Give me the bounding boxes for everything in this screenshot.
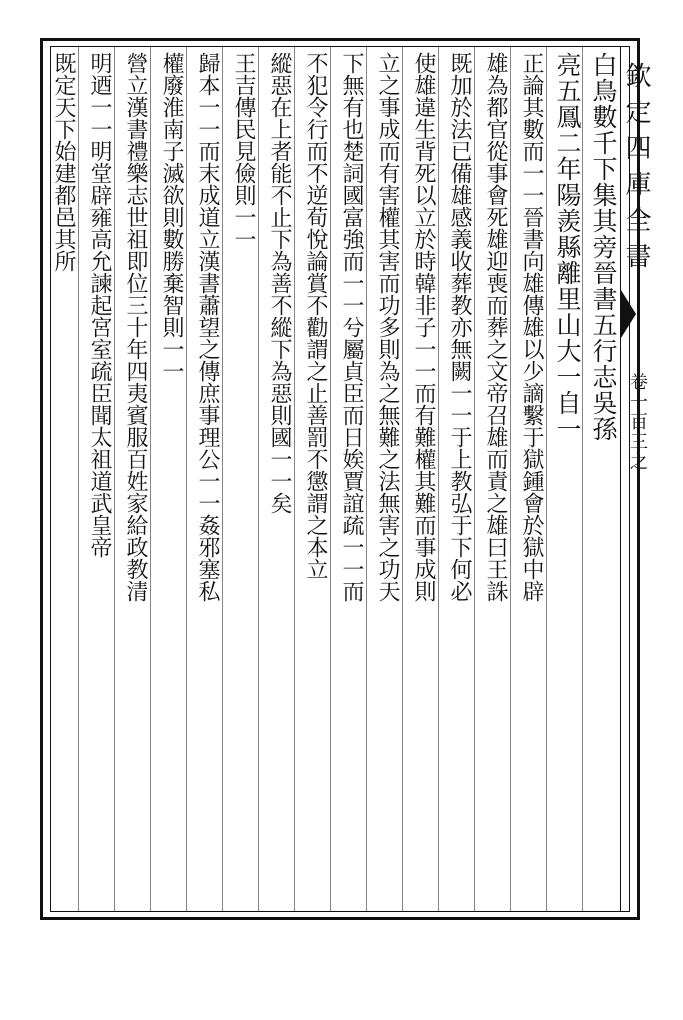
text-column: 權廢淮南子滅欲則數勝棄智則一一 (159, 52, 184, 382)
text-column: 縱惡在上者能不止下為善不縱下為惡則國一一矣 (267, 52, 292, 514)
book-title: 欽定四庫全書 (621, 62, 651, 278)
text-column: 明迺一一明堂辟雍高允諫起宮室疏臣聞太祖道武皇帝 (87, 52, 112, 558)
fish-tail-mark (621, 290, 636, 338)
text-column: 下無有也楚詞國富強而一一兮屬貞臣而日娭賈誼疏一一而 (339, 52, 364, 602)
text-column: 不犯令行而不逆荀悅論賞不勸謂之止善罰不懲謂之本立 (303, 52, 328, 580)
text-column: 王吉傳民見儉則一一 (231, 52, 256, 250)
text-column: 亮五鳳二年陽羨縣離里山大一自一 (553, 52, 582, 442)
volume-label: 卷一百三之 (627, 372, 648, 472)
text-column: 營立漢書禮樂志世祖即位三十年四夷賓服百姓家給政教清 (123, 52, 148, 602)
text-column: 雄為都官從事會死雄迎喪而葬之文帝召雄而責之雄曰王誅 (483, 52, 508, 602)
text-column: 使雄違生背死以立於時韓非子一一而有難權其難而事成則 (411, 52, 436, 602)
text-column: 既定天下始建都邑其所 (51, 52, 76, 272)
text-column: 正論其數而一一晉書向雄傳雄以少謫繫于獄鍾會於獄中辟 (519, 52, 544, 602)
text-column: 既加於法已備雄感義收葬教亦無闕一一于上教弘于下何必 (447, 52, 472, 602)
text-column: 立之事成而有害權其害而功多則為之無難之法無害之功天 (375, 52, 400, 602)
text-column: 歸本一一而末成道立漢書蕭望之傳庶事理公一一姦邪塞私 (195, 52, 220, 602)
text-column: 白鳥數千下集其旁晉書五行志吳孫 (589, 52, 618, 442)
